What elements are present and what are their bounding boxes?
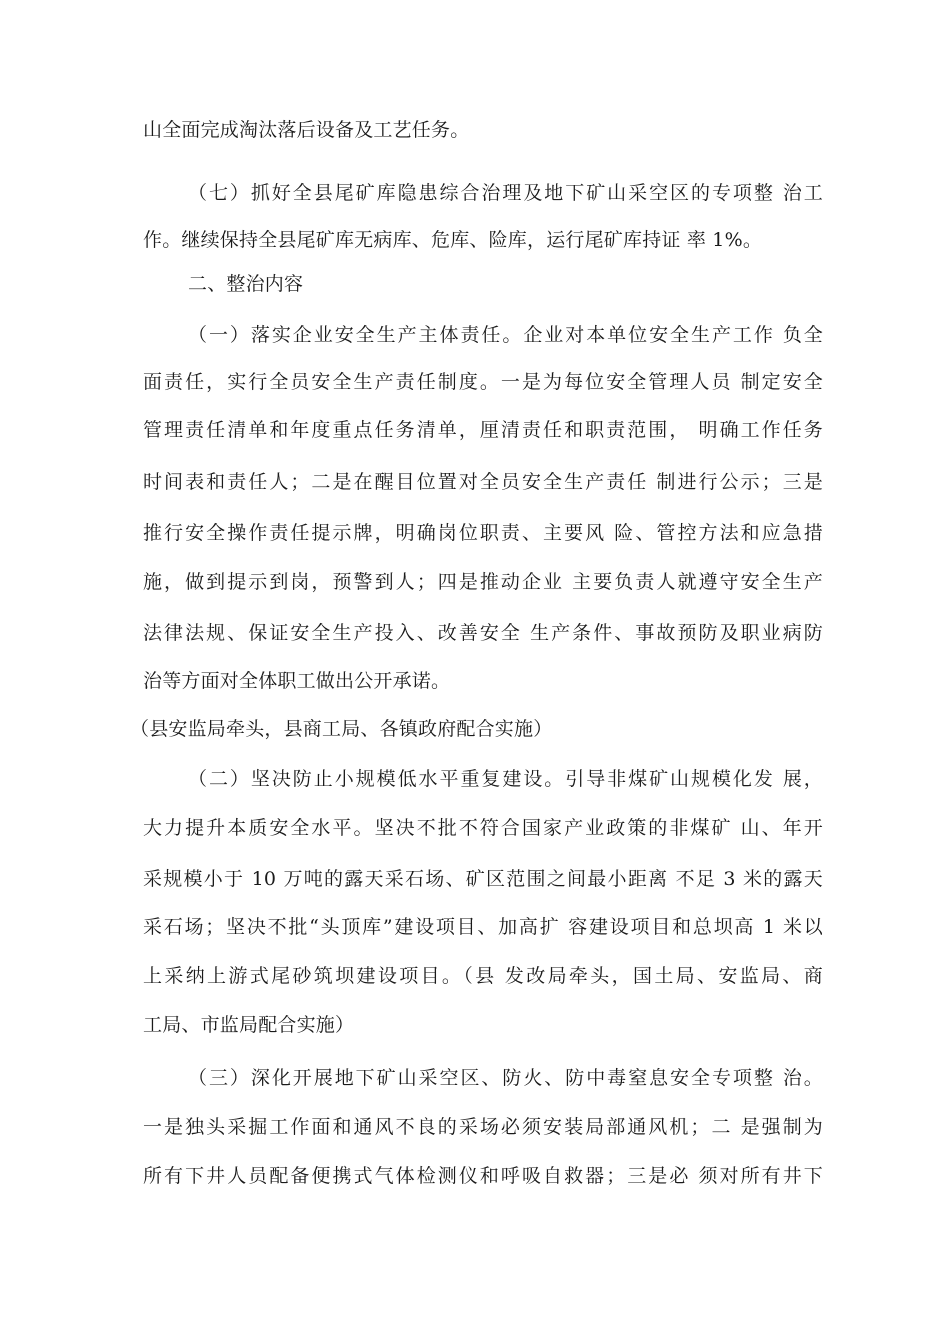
paragraph-line: 作。继续保持全县尾矿库无病库、危库、险库，运行尾矿库持证 率 1%。 xyxy=(143,229,763,251)
paragraph-line: 治等方面对全体职工做出公开承诺。 xyxy=(143,670,451,692)
section-heading: 二、整治内容 xyxy=(188,273,304,295)
paragraph-line: 一是独头采掘工作面和通风不良的采场必须安装局部通风机；二 是强制为 xyxy=(143,1116,823,1138)
paragraph-line: 施，做到提示到岗，预警到人；四是推动企业 主要负责人就遵守安全生产 xyxy=(143,571,823,593)
paragraph-line: （一）落实企业安全生产主体责任。企业对本单位安全生产工作 负全 xyxy=(188,324,823,346)
paragraph-line: 上采纳上游式尾砂筑坝建设项目。（县 发改局牵头，国土局、安监局、商 xyxy=(143,965,823,987)
paragraph-line: （七）抓好全县尾矿库隐患综合治理及地下矿山采空区的专项整 治工 xyxy=(188,182,823,204)
paragraph-line: （二）坚决防止小规模低水平重复建设。引导非煤矿山规模化发 展， xyxy=(188,768,823,790)
paragraph-line: （县安监局牵头，县商工局、各镇政府配合实施） xyxy=(130,718,553,740)
paragraph-line: 采规模小于 10 万吨的露天采石场、矿区范围之间最小距离 不足 3 米的露天 xyxy=(143,868,823,890)
paragraph-line: （三）深化开展地下矿山采空区、防火、防中毒窒息安全专项整 治。 xyxy=(188,1067,823,1089)
paragraph-line: 法律法规、保证安全生产投入、改善安全 生产条件、事故预防及职业病防 xyxy=(143,622,823,644)
paragraph-line: 山全面完成淘汰落后设备及工艺任务。 xyxy=(143,119,470,141)
paragraph-line: 所有下井人员配备便携式气体检测仪和呼吸自救器；三是必 须对所有井下 xyxy=(143,1165,823,1187)
paragraph-line: 面责任，实行全员安全生产责任制度。一是为每位安全管理人员 制定安全 xyxy=(143,371,823,393)
paragraph-line: 管理责任清单和年度重点任务清单，厘清责任和职责范围， 明确工作任务 xyxy=(143,419,823,441)
paragraph-line: 采石场；坚决不批“头顶库”建设项目、加高扩 容建设项目和总坝高 1 米以 xyxy=(143,916,823,938)
paragraph-line: 推行安全操作责任提示牌，明确岗位职责、主要风 险、管控方法和应急措 xyxy=(143,522,823,544)
paragraph-line: 时间表和责任人；二是在醒目位置对全员安全生产责任 制进行公示；三是 xyxy=(143,471,823,493)
paragraph-line: 大力提升本质安全水平。坚决不批不符合国家产业政策的非煤矿 山、年开 xyxy=(143,817,823,839)
paragraph-line: 工局、市监局配合实施） xyxy=(143,1014,355,1036)
